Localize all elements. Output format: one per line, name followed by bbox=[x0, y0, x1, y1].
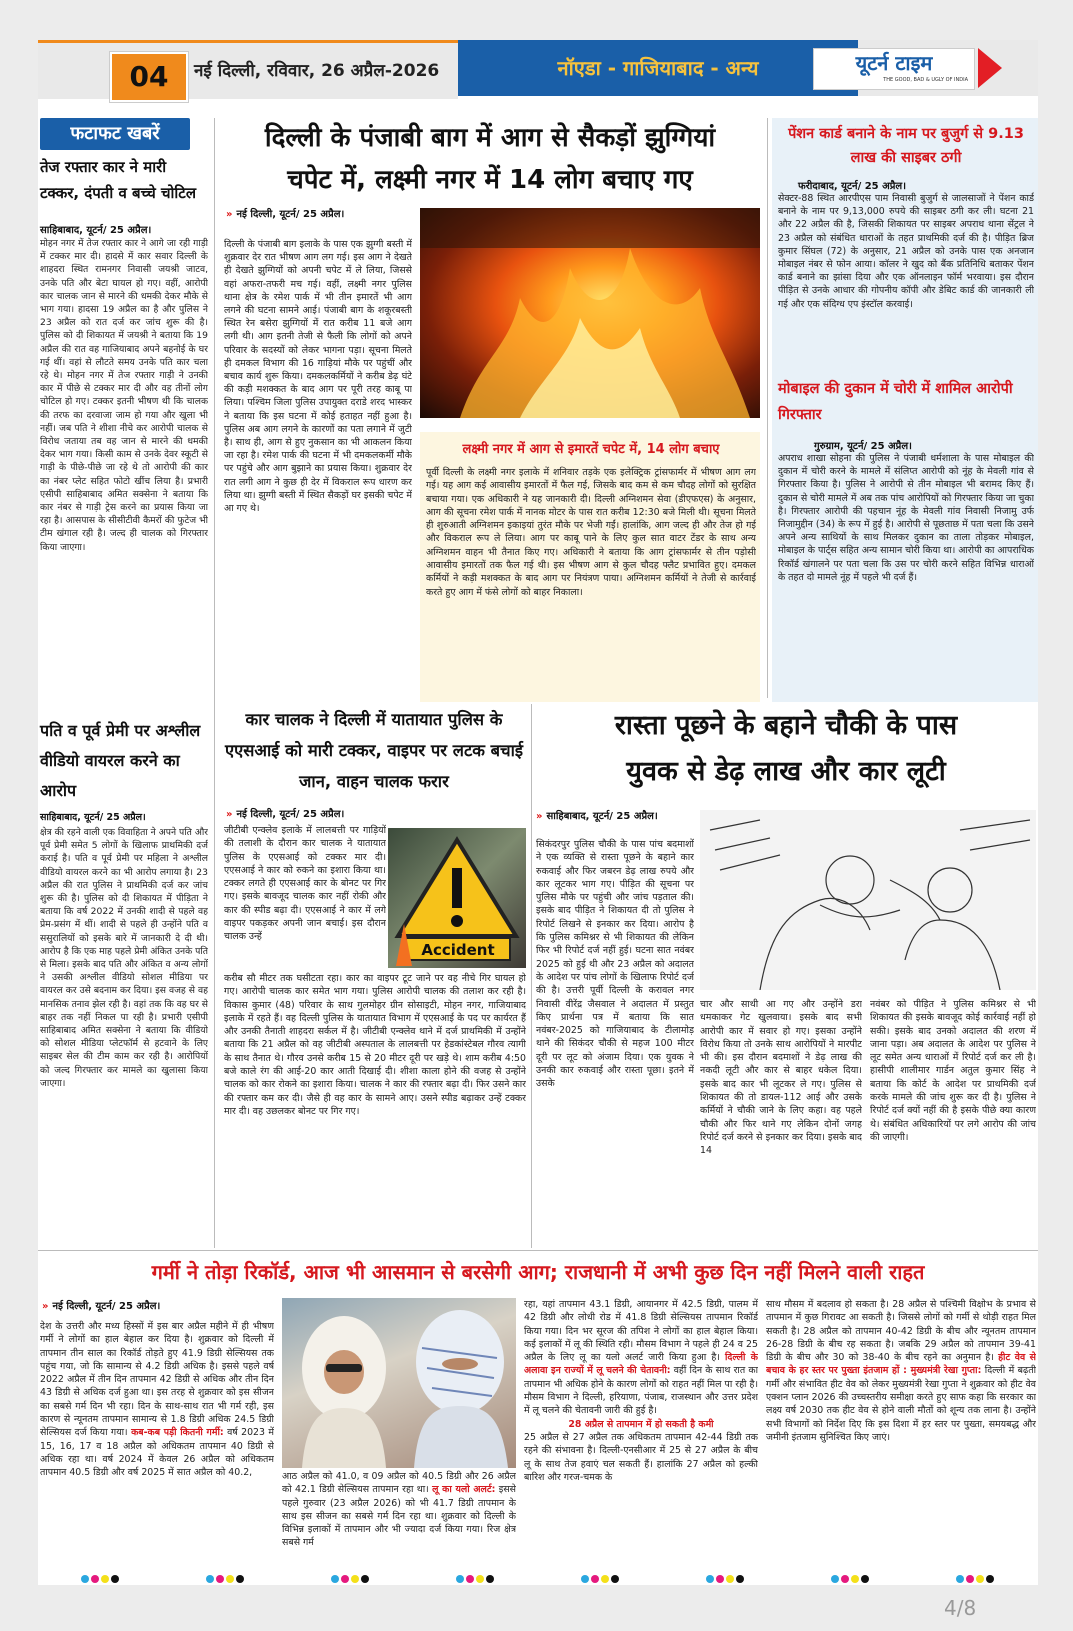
registration-mark-group bbox=[331, 1568, 371, 1582]
sidebar-story1-body: मोहन नगर में तेज रफ्तार कार ने आगे जा रही गाड़ी में टक्कर मार दी। हादसे में कार सवार दिल्ली के शाहदरा स्थित रामनगर निवासी जयश्री जाटव, उनके पति और बेटा घायल हो गए। वहीं, आरोपी कार चालक जान से मारने की धमकी देकर मौके से भाग गया। हादसा 19 अप्रैल का है और पुलिस ने 23 अप्रैल को रात दर्ज कर जांच शुरू की है। पुलिस को दी शिकायत में जयश्री ने बताया कि 19 अप्रैल की रात वह गाजियाबाद अपने बहनोई के घर गई थीं। वहां से लौटते समय उनके पति कार चला रहे थे। मोहन नगर में तेज रफ्तार गाड़ी ने उनकी कार में पीछे से टक्कर मार दी और वह तीनों लोग चोटिल हो गए। टक्कर इतनी भीषण थी कि चालक की तरफ का दरवाजा जाम हो गया और खुला भी नहीं। जब पति ने शीशा नीचे कर आरोपी चालक से विरोध जताया तब वह जान से मारने की धमकी देकर भाग गया। किसी काम से उनके देवर स्कूटी से गाड़ी के पीछे-पीछे जा रहे थे तो आरोपी की कार का नंबर प्लेट सहित फोटो खींच लिया है। प्रभारी एसीपी साहिबाबाद अमित सक्सेना ने बताया कि कार नंबर से गाड़ी ट्रेस करने का प्रयास किया जा रहा है। आसपास के सीसीटीवी कैमरों की फुटेज भी टीम खंगाल रही है। जल्द ही चालक को गिरफ्तार किया जाएगा। bbox=[40, 238, 208, 553]
robbery-col3: नवंबर को पीड़ित ने पुलिस कमिश्नर से भी शिकायत की इसके बावजूद कोई कार्रवाई नहीं हो सकी। इसके बाद उनको अदालत की शरण में जाना पड़ा। अब अदालत के आदेश पर पुलिस ने लूट समेत अन्य धाराओं में रिपोर्ट दर्ज कर ली है। हासीपी शालीमार गार्डन अतुल कुमार सिंह ने बताया कि कोर्ट के आदेश पर प्राथमिकी दर्ज करके मामले की जांच शुरू कर दी है। पुलिस ने रिपोर्ट दर्ज क्यों नहीं की है इसके पीछे क्या कारण थे। संबंधित अधिकारियों पर लगे आरोप की जांच की जाएगी। bbox=[870, 999, 1036, 1143]
sidebar-divider bbox=[214, 118, 215, 1248]
robbery-col2: चार और साथी आ गए और उन्होंने डरा धमकाकर गेट खुलवाया। इसके बाद सभी आरोपी कार में सवार हो गए। इसका उन्होंने विरोध किया तो उनके साथ आरोपियों ने मारपीट भी की। इस दौरान बदमाशों ने डेढ़ लाख की नकदी लूटी और कार से बाहर धकेल दिया। इसके बाद कार भी लूटकर ले गए। पुलिस से शिकायत की तो डायल-112 आई और उसके कर्मियों ने चौकी जाने के लिए कहा। वह पहले चौकी और फिर थाने गए लेकिन दोनों जगह रिपोर्ट दर्ज करने से इनकार कर दिया। इसके बाद 14 bbox=[700, 999, 862, 1157]
heat-col3-subhead: दिल्ली के अलावा इन राज्यों में लू चलने की चेतावनी: bbox=[524, 1352, 758, 1377]
heat-col4-subhead: हीट वेव से बचाव के हर स्तर पर पुख्ता इंतजाम हों : मुख्यमंत्री रेखा गुप्ता: bbox=[766, 1352, 1036, 1377]
registration-mark-group bbox=[81, 1568, 121, 1582]
registration-mark-group bbox=[206, 1568, 246, 1582]
heat-col2-top: आठ अप्रैल को 41.0, व 09 अप्रैल को 40.5 डिग्री और 26 अप्रैल को 42.1 डिग्री सेल्सियस तापमान रहा था। bbox=[282, 1471, 516, 1496]
right-story1-dateline: फरीदाबाद, यूटर्न/ 25 अप्रैल। bbox=[798, 181, 907, 192]
sketch-arm-left bbox=[820, 905, 900, 917]
accident-photo bbox=[388, 828, 526, 968]
robbery-headline-line2: युवक से डेढ़ लाख और कार लूटी bbox=[626, 756, 946, 787]
lead-subbox-body: पूर्वी दिल्ली के लक्ष्मी नगर इलाके में शनिवार तड़के एक इलेक्ट्रिक ट्रांसफार्मर में भीषण आग लग गई। यह आग कई आवासीय इमारतों में फैल गई, जिसके बाद कम से कम चौदह लोगों को सुरक्षित बचाया गया। एक अधिकारी ने यह जानकारी दी। दिल्ली अग्निशमन सेवा (डीएफएस) के अनुसार, आग की सूचना रमेश पार्क में नानक मोटर के पास रात करीब 12:30 बजे मिली थी। सूचना मिलते ही शुरुआती अग्निशमन इकाइयां तुरंत मौके पर भेजी गईं। हालांकि, आग जल्द ही और तेज हो गई और विकराल रूप ले लिया। आग पर काबू पाने के लिए कुल सात वाटर टेंडर के साथ अन्य अग्निशमन वाहन भी तैनात किए गए। अधिकारी ने बताया कि आग ट्रांसफार्मर से तीन पड़ोसी आवासीय इमारतों तक फैल गई थी। इस भीषण आग से कुल चौदह फ्लैट प्रभावित हुए। दमकल कर्मियों ने कड़ी मशक्कत के बाद आग पर नियंत्रण पाया। अग्निशमन कर्मियों ने तेजी से कार्रवाई करते हुए आग में फंसे लोगों को बाहर निकाला। bbox=[426, 467, 756, 598]
heat-col2-subhead: लू का यलो अलर्ट: bbox=[432, 1484, 496, 1496]
robbery-col1: सिकंदरपुर पुलिस चौकी के पास पांच बदमाशों ने एक व्यक्ति से रास्ता पूछने के बहाने कार रुकवाई और फिर जबरन डेढ़ लाख रुपये और कार लूटकर भाग गए। पीड़ित की सूचना पर पुलिस मौके पर पहुंची और जांच पड़ताल की। इसके बाद पीड़ित ने शिकायत दी तो पुलिस ने रिपोर्ट लिखने से इनकार कर दिया। आरोप है कि पुलिस कमिश्नर से भी शिकायत की लेकिन फिर भी रिपोर्ट दर्ज नहीं हुई। घटना सात नवंबर 2025 को हुई थी और 23 अप्रैल को अदालत के आदेश पर पांच लोगों के खिलाफ रिपोर्ट दर्ज की है। उत्तरी पूर्वी दिल्ली के करावल नगर निवासी वीरेंद्र जैसवाल ने अदालत में प्रस्तुत किए प्रार्थना पत्र में बताया कि सात नवंबर-2025 को गाजियाबाद के टीलामोड़ थाने की सिकंदर चौकी से महज 100 मीटर दूरी पर लूट को अंजाम दिया। एक युवक ने उनकी कार रुकवाई और रास्ता पूछा। इतने में उसके bbox=[536, 839, 694, 1090]
heat-photo-graphic bbox=[282, 1298, 516, 1468]
page-indicator: 4/8 bbox=[944, 1596, 977, 1620]
heat-col3-text: रहा, यहां तापमान 43.1 डिग्री, आयानगर में 42.5 डिग्री, पालम में 42 डिग्री और लोधी रोड में 41.8 डिग्री सेल्सियस तापमान रिकॉर्ड किया गया। दिन भर सूरज की तपिश ने लोगों का हाल बेहाल किया। कई इलाकों में लू की स्थिति रही। मौसम विभाग ने पहले ही 24 व 25 अप्रैल के लिए लू का यलो अलर्ट जारी किया हुआ है। bbox=[524, 1299, 758, 1364]
heat-col1-text: देश के उत्तरी और मध्य हिस्सों में इस बार अप्रैल महीने में ही भीषण गर्मी ने लोगों का हाल बेहाल कर दिया है। शुक्रवार को दिल्ली में तापमान तीन साल का रिकॉर्ड तोड़ते हुए 41.9 डिग्री सेल्सियस तक पहुंच गया, जो कि सामान्य से 4.2 डिग्री अधिक है। इससे पहले वर्ष 2022 अप्रैल में तीन दिन तापमान 42 डिग्री से अधिक और तीन दिन 43 डिग्री से अधिक दर्ज हुआ था। इस तरह से शुक्रवार को इस सीजन का सबसे गर्म दिन भी रहा। दिन के साथ-साथ रात भी गर्म रही, इस कारण से न्यूनतम तापमान सामान्य से 1.8 डिग्री अधिक 24.5 डिग्री सेल्सियस दर्ज किया गया। bbox=[40, 1321, 274, 1439]
lead-right-divider bbox=[767, 118, 768, 698]
sketch-figure-right bbox=[905, 920, 1000, 990]
accident-body: करीब सौ मीटर तक घसीटता रहा। कार का वाइपर टूट जाने पर वह नीचे गिर घायल हो गए। आरोपी चालक कार समेत भाग गया। पुलिस आरोपी चालक की तलाश कर रही है। विकास कुमार (48) परिवार के साथ गुलमोहर ग्रीन सोसाइटी, मोहन नगर, गाजियाबाद इलाके में रहते हैं। वह दिल्ली पुलिस के यातायात विभाग में एएसआई के पद पर कार्यरत हैं और उनकी तैनाती शाहदरा सर्कल में है। जीटीबी एन्क्लेव थाने में दर्ज प्राथमिकी में उन्होंने बताया कि 21 अप्रैल को वह जीटीबी अस्पताल के लालबत्ती पर हेडकांस्टेबल गौरव त्यागी के साथ तैनात थे। गौरव उनसे करीब 15 से 20 मीटर दूरी पर खड़े थे। शाम करीब 4:50 बजे काले रंग की आई-20 कार आती दिखाई दी। शीशा काला होने की वजह से उन्होंने चालक को कार रोकने का इशारा किया। चालक ने कार की रफ्तार बढ़ा दी। फिर उसने कार की रफ्तार कम कर दी। जैसे ही वह कार के सामने आए। उसने स्पीड बढ़ाकर उन्हें टक्कर मार दी। वह उछलकर बोनट पर गिर गए। bbox=[224, 973, 526, 1117]
accident-divider bbox=[531, 704, 532, 1248]
robbery-illustration bbox=[700, 810, 1036, 990]
heat-col4 bbox=[766, 1298, 1036, 1564]
accident-photo-label: Accident bbox=[421, 941, 495, 959]
woman-right-body bbox=[414, 1406, 508, 1468]
woman-left-sunglasses bbox=[326, 1364, 362, 1372]
page-number: 04 bbox=[129, 60, 169, 93]
lead-headline-line1: दिल्ली के पंजाबी बाग में आग से सैकड़ों झुग्गियां bbox=[264, 123, 716, 153]
registration-mark-group bbox=[706, 1568, 746, 1582]
header-dateline: नई दिल्ली, रविवार, 26 अप्रैल-2026 bbox=[194, 61, 440, 81]
lead-col1: दिल्ली के पंजाबी बाग इलाके के पास एक झुग्गी बस्ती में शुक्रवार देर रात भीषण आग लग गई। इस आग ने देखते ही देखते झुग्गियों को अपनी चपेट में ले लिया, जिससे वहां अफरा-तफरी मच गई। वहीं, लक्ष्मी नगर पुलिस थाना क्षेत्र के रमेश पार्क में भी तीन इमारतें भी आग लगने की घटना सामने आई। पंजाबी बाग के शकूरबस्ती स्थित रेन बसेरा झुग्गियों में रात करीब 11 बजे आग लगी थी। आग इतनी तेजी से फैली कि लोगों को अपने परिवार के सदस्यों को लेकर भागना पड़ा। सूचना मिलते ही दमकल विभाग की 16 गाड़ियां मौके पर पहुंचीं और बचाव कार्य शुरू किया। दमकलकर्मियों ने करीब डेढ़ घंटे की कड़ी मशक्कत के बाद आग पर पूरी तरह काबू पा लिया। पश्चिम जिला पुलिस उपायुक्त दराडे शरद भास्कर ने बताया कि इस घटना में कोई हताहत नहीं हुआ है। पुलिस अब आग लगने के कारणों का पता लगाने में जुटी है। साथ ही, आग से हुए नुकसान का भी आकलन किया जा रहा है। रमेश पार्क की घटना में भी दमकलकर्मी मौके पर पहुंचे और आग बुझाने का प्रयास किया। शुक्रवार देर रात लगी आग ने कुछ ही देर में विकराल रूप धारण कर लिया था। झुग्गी बस्ती में स्थित सैकड़ों घर इसकी चपेट में आ गए थे। bbox=[224, 239, 412, 515]
heat-col3 bbox=[524, 1298, 758, 1564]
logo-tagline: THE GOOD, BAD & UGLY OF INDIA bbox=[883, 77, 968, 83]
logo-arrow-icon bbox=[978, 48, 1002, 88]
sketch-figure-left bbox=[760, 898, 870, 990]
page-header bbox=[38, 40, 1038, 96]
fire-photo bbox=[420, 208, 760, 418]
heat-headline: गर्मी ने तोड़ा रिकॉर्ड, आज भी आसमान से बरसेगी आग; राजधानी में अभी कुछ दिन नहीं मिलने वाली राहत bbox=[151, 1260, 925, 1284]
heat-dateline-text: नई दिल्ली, यूटर्न/ 25 अप्रैल। bbox=[52, 1301, 161, 1312]
right-story2-headline: मोबाइल की दुकान में चोरी में शामिल आरोपी गिरफ्तार bbox=[778, 381, 1013, 423]
section-title: नॉएडा - गाजियाबाद - अन्य bbox=[557, 56, 759, 80]
right-story2-dateline: गुरुग्राम, यूटर्न/ 25 अप्रैल। bbox=[814, 441, 912, 452]
accident-headline: कार चालक ने दिल्ली में यातायात पुलिस के एएसआई को मारी टक्कर, वाइपर पर लटक बचाई जान, वाहन चालक फरार bbox=[225, 710, 523, 791]
right-story1-headline: पेंशन कार्ड बनाने के नाम पर बुजुर्ग से 9.13 लाख की साइबर ठगी bbox=[788, 126, 1024, 166]
robbery-dateline: » साहिबाबाद, यूटर्न/ 25 अप्रैल। bbox=[536, 811, 658, 822]
newspaper-page bbox=[38, 40, 1038, 1585]
sketch-head-right bbox=[928, 868, 972, 912]
heat-col1 bbox=[40, 1320, 274, 1560]
sidebar-story2-body: क्षेत्र की रहने वाली एक विवाहिता ने अपने पति और पूर्व प्रेमी समेत 5 लोगों के खिलाफ प्राथमिकी दर्ज कराई है। पति व पूर्व प्रेमी पर महिला ने अश्लील वीडियो वायरल करने का भी आरोप लगाया है। 23 अप्रैल की रात पुलिस ने प्राथमिकी दर्ज कर जांच शुरू की है। पुलिस को दी शिकायत में पीड़िता ने बताया कि वर्ष 2022 में उनकी शादी से पहले वह प्रेम-प्रसंग में थीं। शादी से पहले ही उन्होंने पति व ससुरालियों को इसके बारे में जानकारी दे दी थी। आरोप है कि एक माह पहले प्रेमी अंकित उनके पति से मिला। इसके बाद पति और अंकित व अन्य लोगों ने उसकी अश्लील वीडियो सोशल मीडिया पर वायरल कर उसे बदनाम कर दिया। इस वजह से वह मानसिक तनाव झेल रही है। वहां तक कि वह घर से बाहर तक नहीं निकल पा रही है। प्रभारी एसीपी साहिबाबाद अमित सक्सेना ने बताया कि वीडियो को सोशल मीडिया प्लेटफॉर्म से हटवाने के लिए साइबर सेल की टीम काम कर रही है। आरोपियों को जल्द गिरफ्तार कर मामले का खुलासा किया जाएगा। bbox=[40, 827, 208, 1089]
heat-dateline: » नई दिल्ली, यूटर्न/ 25 अप्रैल। bbox=[42, 1301, 161, 1312]
sketch-head-left bbox=[826, 856, 874, 904]
heat-col3-subhead2: 28 अप्रैल से तापमान में हो सकती है कमी bbox=[568, 1418, 714, 1430]
heat-col3-after2: 25 अप्रैल से 27 अप्रैल तक अधिकतम तापमान 42-44 डिग्री तक रहने की संभावना है। दिल्ली-एनसीआर में 25 से 27 अप्रैल के बीच लू के साथ तेज हवाएं चल सकती हैं। हालांकि 27 अप्रैल को हल्की बारिश और गरज-चमक के bbox=[524, 1431, 758, 1483]
lead-dateline-text: नई दिल्ली, यूटर्न/ 25 अप्रैल। bbox=[236, 209, 345, 220]
registration-mark-group bbox=[456, 1568, 496, 1582]
exclamation-dot bbox=[451, 915, 463, 927]
fire-photo-graphic bbox=[420, 208, 760, 418]
lead-dateline: » नई दिल्ली, यूटर्न/ 25 अप्रैल। bbox=[226, 209, 345, 220]
logo-box bbox=[813, 48, 975, 90]
lead-headline-line2: चपेट में, लक्ष्मी नगर में 14 लोग बचाए गए bbox=[287, 165, 693, 195]
registration-mark-group bbox=[956, 1568, 996, 1582]
heat-col3-after: वहीं दिन के साथ रात का तापमान भी अधिक होने के कारण लोगों को राहत नहीं मिल पा रही है। मौसम विभाग ने दिल्ली, हरियाणा, पंजाब, राजस्थान और उत्तर प्रदेश में लू चलने की चेतावनी जारी की हुई है। bbox=[524, 1365, 758, 1417]
section-banner bbox=[458, 40, 858, 96]
woman-right-eyes bbox=[442, 1358, 478, 1370]
heat-col4-after: दिल्ली में बढ़ती गर्मी और संभावित हीट वेव को लेकर मुख्यमंत्री रेखा गुप्ता ने शुक्रवार को हीट वेव एक्शन प्लान 2026 की उच्चस्तरीय समीक्षा करते हुए साफ कहा कि सरकार का लक्ष्य वर्ष 2030 तक हीट वेव से होने वाली मौतों को शून्य तक लाना है। उन्होंने सभी विभागों को निर्देश दिए कि इस दिशा में हर स्तर पर पुख्ता, समयबद्ध और जमीनी इंतजाम सुनिश्चित किए जाएं। bbox=[766, 1365, 1036, 1443]
accident-intro: जीटीबी एन्क्लेव इलाके में लालबत्ती पर गाड़ियों की तलाशी के दौरान कार चालक ने यातायात पुलिस के एएसआई को टक्कर मार दी। एएसआई ने कार को रुकने का इशारा किया था। टक्कर लगते ही एएसआई कार के बोनट पर गिर गए। इसके बावजूद चालक कार नहीं रोकी और कार की स्पीड बढ़ा दी। एएसआई ने कार में लगे वाइपर पकड़कर अपनी जान बचाई। इस दौरान चालक उन्हें bbox=[224, 825, 386, 943]
sidebar-story2-headline: पति व पूर्व प्रेमी पर अश्लील वीडियो वायरल करने का आरोप bbox=[40, 721, 201, 800]
sidebar-story2-dateline: साहिबाबाद, यूटर्न/ 25 अप्रैल। bbox=[40, 812, 146, 823]
registration-mark-group bbox=[831, 1568, 871, 1582]
registration-marks bbox=[38, 1568, 1038, 1582]
page-number-box bbox=[110, 52, 188, 102]
logo-text: यूटर्न टाइम bbox=[855, 51, 933, 75]
heat-col2-after: इससे पहले गुरुवार (23 अप्रैल 2026) को भी 41.7 डिग्री तापमान के साथ इस सीजन का सबसे गर्म दिन रहा था। शुक्रवार को दिल्ली के विभिन्न इलाकों में तापमान और भी ज्यादा दर्ज किया गया। रिज क्षेत्र सबसे गर्म bbox=[282, 1484, 516, 1549]
heat-col1-subhead: कब-कब पड़ी कितनी गर्मी: bbox=[131, 1427, 224, 1439]
right-story1-body: सेक्टर-88 स्थित आरपीएस पाम निवासी बुजुर्ग से जालसाजों ने पेंशन कार्ड बनाने के नाम पर 9,13,000 रुपये की साइबर ठगी कर ली। घटना 21 और 22 अप्रैल की है, जिसकी शिकायत पर साइबर अपराध थाना सेंट्रल ने 23 अप्रैल को संबंधित धाराओं के तहत प्राथमिकी दर्ज की है। पीड़ित ब्रिज कुमार सिंघल (72) के अनुसार, 21 अप्रैल को उनके पास एक अनजान मोबाइल नंबर से फोन आया। कॉलर ने खुद को बैंक प्रतिनिधि बताकर पेंशन कार्ड बनाने का झांसा दिया और एक ऑनलाइन फॉर्म भरवाया। इस दौरान पीड़ित से उनके आधार की गोपनीय कॉपी और डेबिट कार्ड की जानकारी ली गई और एक संदिग्ध एप इंस्टॉल करवाई। bbox=[778, 193, 1034, 310]
woman-left-body bbox=[302, 1408, 386, 1468]
sidebar-story1-dateline: साहिबाबाद, यूटर्न/ 25 अप्रैल। bbox=[40, 225, 152, 236]
heat-col4-text: साथ मौसम में बदलाव हो सकता है। 28 अप्रैल से पश्चिमी विक्षोभ के प्रभाव से तापमान में कुछ गिरावट आ सकती है। जिससे लोगों को गर्मी से थोड़ी राहत मिल सकती है। 28 अप्रैल को तापमान 40-42 डिग्री के बीच और न्यूनतम तापमान 26-28 डिग्री के बीच रह सकता है। जबकि 29 अप्रैल को तापमान 39-41 डिग्री के बीच और 30 को 38-40 के बीच रहने का अनुमान है। bbox=[766, 1299, 1036, 1364]
sketch-hatching bbox=[710, 820, 1030, 870]
registration-mark-group bbox=[581, 1568, 621, 1582]
sidebar-banner-text: फटाफट खबरें bbox=[70, 123, 160, 144]
exclamation-bar bbox=[452, 868, 462, 908]
heat-col2 bbox=[282, 1470, 516, 1566]
sketch-arm-right bbox=[890, 880, 940, 920]
smoke-band bbox=[420, 208, 760, 248]
robbery-sketch bbox=[700, 810, 1036, 990]
accident-dateline-text: नई दिल्ली, यूटर्न/ 25 अप्रैल। bbox=[236, 809, 345, 820]
heat-photo bbox=[282, 1298, 516, 1468]
right-story2-body: अपराध शाखा सोहना की पुलिस ने पंजाबी धर्मशाला के पास मोबाइल की दुकान में चोरी करने के मामले में संलिप्त आरोपी को नूंह के मेवली गांव से गिरफ्तार किया है। पुलिस ने आरोपी से तीन मोबाइल भी बरामद किए हैं। दुकान से चोरी मामले में अब तक पांच आरोपियों को गिरफ्तार किया जा चुका है। गिरफ्तार आरोपी की पहचान नूंह के मेवली गांव निवासी निजामु उर्फ निजामुद्दीन (34) के रूप में हुई है। आरोपी से पूछताछ में पता चला कि उसने अपने अन्य साथियों के साथ मिलकर दुकान का ताला तोड़कर मोबाइल, मोबाइल के पार्ट्स सहित अन्य सामान चोरी किया था। आरोपी का आपराधिक रिकॉर्ड खंगालने पर पता चला कि उस पर चोरी करने सहित विभिन्न धाराओं के तहत दो मामले नूंह में पहले भी दर्ज हैं। bbox=[778, 453, 1034, 583]
bottom-section-divider bbox=[38, 1250, 1038, 1251]
robbery-dateline-text: साहिबाबाद, यूटर्न/ 25 अप्रैल। bbox=[546, 811, 658, 822]
lead-subbox-headline: लक्ष्मी नगर में आग से इमारतें चपेट में, 14 लोग बचाए bbox=[462, 442, 720, 457]
heat-col1-after: वर्ष 2023 में 15, 16, 17 व 18 अप्रैल को अधिकतम तापमान 40 डिग्री से अधिक रहा था। वर्ष 2024 में केवल 26 अप्रैल को अधिकतम तापमान 40.5 डिग्री और वर्ष 2025 में सात अप्रैल को 40.2, bbox=[40, 1427, 274, 1479]
sidebar-banner bbox=[40, 118, 190, 150]
robbery-headline-line1: रास्ता पूछने के बहाने चौकी के पास bbox=[614, 710, 958, 741]
accident-dateline: » नई दिल्ली, यूटर्न/ 25 अप्रैल। bbox=[226, 809, 345, 820]
sidebar-story1-headline: तेज रफ्तार कार ने मारी टक्कर, दंपती व बच्चे चोटिल bbox=[40, 158, 197, 202]
